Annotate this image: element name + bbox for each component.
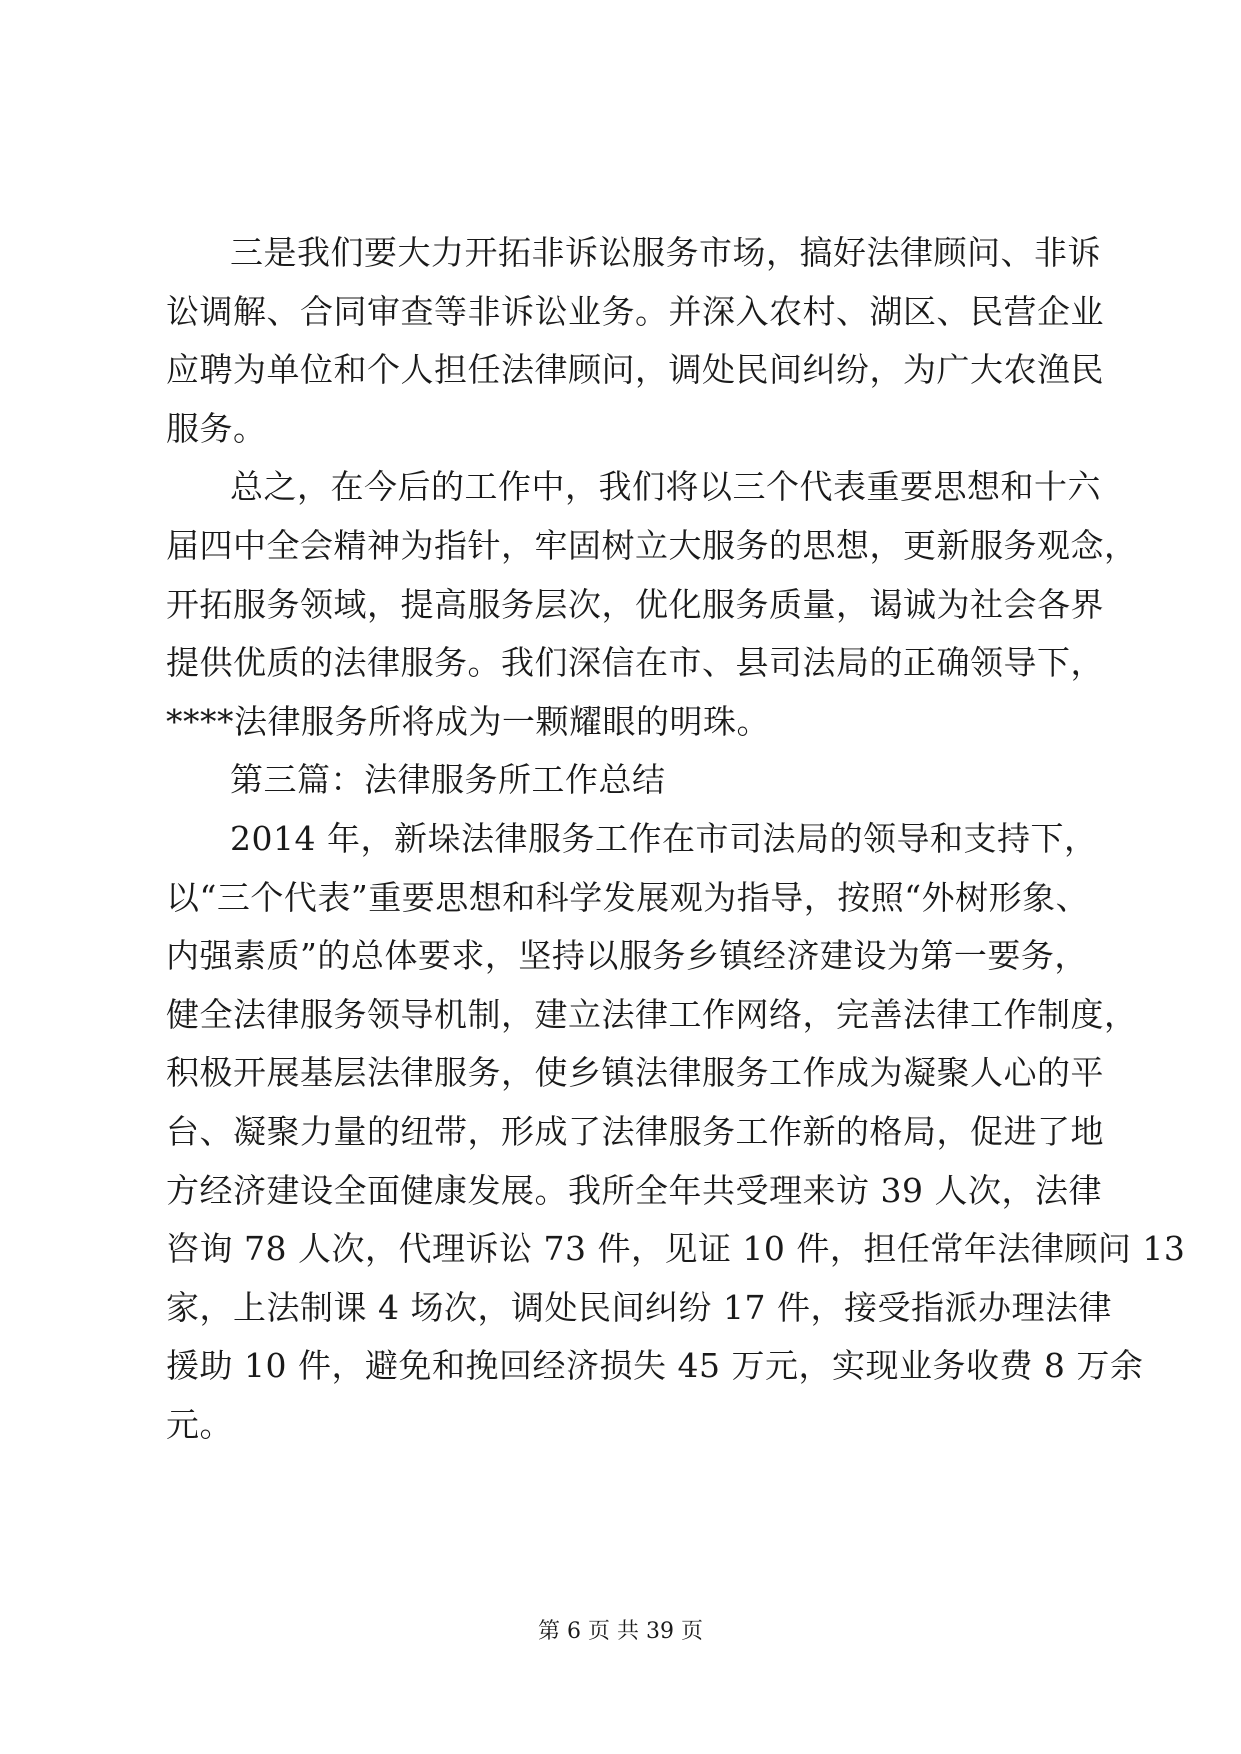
paragraph-3-line-6: 台、凝聚力量的纽带，形成了法律服务工作新的格局，促进了地	[166, 1111, 1104, 1151]
paragraph-2-line-4: 提供优质的法律服务。我们深信在市、县司法局的正确领导下，	[166, 643, 1104, 683]
paragraph-3-line-3: 内强素质”的总体要求，坚持以服务乡镇经济建设为第一要务，	[166, 936, 1088, 976]
paragraph-3-line-1: 2014 年，新垛法律服务工作在市司法局的领导和支持下，	[230, 818, 1098, 858]
paragraph-2-line-3: 开拓服务领域，提高服务层次，优化服务质量，谒诚为社会各界	[166, 584, 1104, 624]
paragraph-3-line-9: 家，上法制课 4 场次，调处民间纠纷 17 件，接受指派办理法律	[166, 1287, 1112, 1327]
paragraph-2-line-1: 总之，在今后的工作中，我们将以三个代表重要思想和十六	[230, 467, 1101, 507]
paragraph-3-line-11: 元。	[166, 1404, 233, 1444]
section-heading: 第三篇：法律服务所工作总结	[230, 760, 666, 800]
paragraph-3-line-7: 方经济建设全面健康发展。我所全年共受理来访 39 人次，法律	[166, 1170, 1102, 1210]
paragraph-1-line-4: 服务。	[166, 408, 267, 448]
paragraph-3-line-2: 以“三个代表”重要思想和科学发展观为指导，按照“外树形象、	[166, 877, 1090, 917]
paragraph-1-line-3: 应聘为单位和个人担任法律顾问，调处民间纠纷，为广大农渔民	[166, 350, 1104, 390]
page-number-footer: 第 6 页 共 39 页	[538, 1619, 703, 1644]
paragraph-1-line-2: 讼调解、合同审查等非诉讼业务。并深入农村、湖区、民营企业	[166, 291, 1104, 331]
paragraph-3-line-5: 积极开展基层法律服务，使乡镇法律服务工作成为凝聚人心的平	[166, 1053, 1104, 1093]
paragraph-3-line-4: 健全法律服务领导机制，建立法律工作网络，完善法律工作制度，	[166, 994, 1138, 1034]
paragraph-3-line-10: 援助 10 件，避免和挽回经济损失 45 万元，实现业务收费 8 万余	[166, 1346, 1144, 1386]
paragraph-3-line-8: 咨询 78 人次，代理诉讼 73 件，见证 10 件，担任常年法律顾问 13	[166, 1229, 1186, 1269]
paragraph-1-line-1: 三是我们要大力开拓非诉讼服务市场，搞好法律顾问、非诉	[230, 233, 1101, 272]
paragraph-2-line-2: 届四中全会精神为指针，牢固树立大服务的思想，更新服务观念，	[166, 525, 1138, 565]
paragraph-2-line-5: ****法律服务所将成为一颗耀眼的明珠。	[166, 701, 770, 741]
document-body	[166, 224, 1186, 1454]
